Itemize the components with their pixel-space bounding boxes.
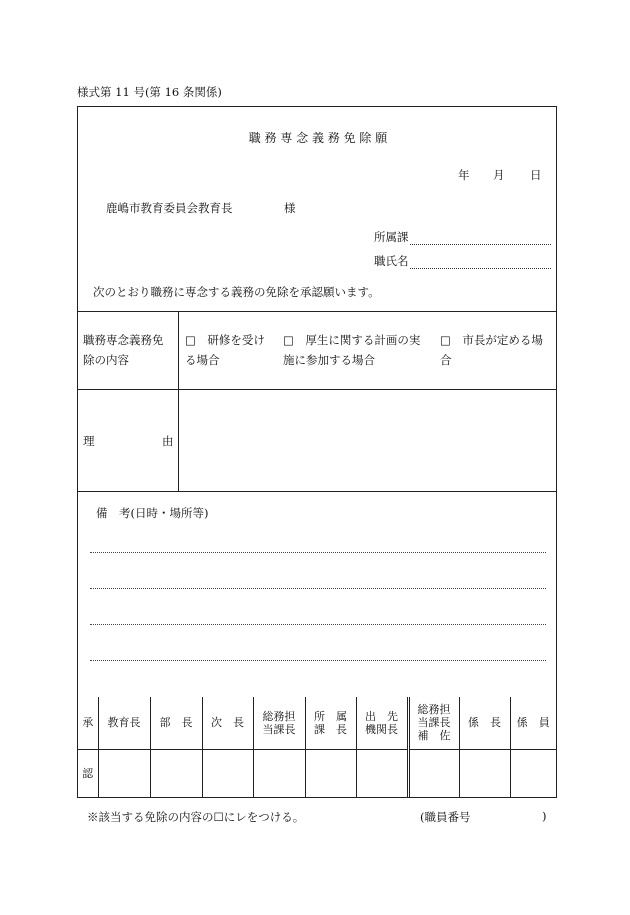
stamp-cell[interactable] <box>356 749 408 798</box>
exemption-label: 職務専念義務免 除の内容 <box>83 333 164 367</box>
staff-number-label: (職員番号 <box>420 810 471 824</box>
option-welfare-plan[interactable]: □ 厚生に関する計画の実 施に参加する場合 <box>283 333 421 367</box>
staff-number-close: ) <box>542 809 547 823</box>
stamp-cell[interactable] <box>202 749 253 798</box>
header-chief: 係 長 <box>459 697 510 749</box>
stamp-cell[interactable] <box>510 749 556 798</box>
affiliation-label: 所属課 <box>374 230 409 244</box>
divider-reason <box>78 491 556 492</box>
approval-side-label-top: 承 <box>78 697 98 749</box>
name-field[interactable] <box>374 253 551 269</box>
date-year[interactable]: 年 <box>458 168 470 182</box>
staff-number-input[interactable] <box>480 806 538 824</box>
form-title: 職 務 専 念 義 務 免 除 願 <box>248 131 388 145</box>
notes-line-2[interactable] <box>90 588 546 589</box>
divider-top-section <box>78 311 556 312</box>
notes-label: 備 考(日時・場所等) <box>96 506 209 520</box>
reason-label-left: 理 <box>83 434 95 448</box>
header-deputy-head: 次 長 <box>202 697 253 749</box>
affiliation-input-line[interactable] <box>410 232 552 245</box>
header-general-affairs-manager: 総務担 当課長 <box>253 697 305 749</box>
addressee-honorific: 様 <box>284 201 296 215</box>
notes-line-4[interactable] <box>90 660 546 661</box>
name-label: 職氏名 <box>374 254 409 268</box>
form-number: 様式第 11 号(第 16 条関係) <box>77 85 222 99</box>
name-input-line[interactable] <box>410 256 552 269</box>
notes-line-3[interactable] <box>90 624 546 625</box>
stamp-cell[interactable] <box>150 749 202 798</box>
reason-input-area[interactable] <box>180 391 554 489</box>
header-assistant-manager: 総務担 当課長 補 佐 <box>408 697 459 749</box>
stamp-cell[interactable] <box>253 749 305 798</box>
header-staff: 係 員 <box>510 697 556 749</box>
date-day[interactable]: 日 <box>530 168 542 182</box>
label-column-divider <box>178 311 179 491</box>
header-branch-head: 出 先 機関長 <box>356 697 408 749</box>
checkbox-icon[interactable]: □ <box>440 333 451 347</box>
addressee: 鹿嶋市教育委員会教育長 <box>106 201 233 215</box>
stamp-cell[interactable] <box>305 749 356 798</box>
header-section-manager: 所 属 課 長 <box>305 697 356 749</box>
affiliation-field[interactable] <box>374 229 551 245</box>
approval-table <box>78 697 556 798</box>
approval-side-label-bottom: 認 <box>78 749 98 798</box>
checkbox-icon[interactable]: □ <box>283 333 294 347</box>
header-superintendent: 教育長 <box>98 697 150 749</box>
header-department-head: 部 長 <box>150 697 202 749</box>
reason-label-right: 由 <box>162 434 174 448</box>
option-training[interactable]: □ 研修を受け る場合 <box>185 333 265 367</box>
option-mayor-specified[interactable]: □ 市長が定める場 合 <box>440 333 543 367</box>
date-month[interactable]: 月 <box>493 168 505 182</box>
stamp-cell[interactable] <box>459 749 510 798</box>
application-form <box>77 106 557 798</box>
divider-exemption <box>78 389 556 390</box>
stamp-cell[interactable] <box>408 749 459 798</box>
stamp-cell[interactable] <box>98 749 150 798</box>
request-sentence: 次のとおり職務に専念する義務の免除を承認願います。 <box>93 285 380 299</box>
footnote: ※該当する免除の内容の☐にレをつける。 <box>87 810 305 824</box>
notes-line-1[interactable] <box>90 552 546 553</box>
checkbox-icon[interactable]: □ <box>185 333 196 347</box>
